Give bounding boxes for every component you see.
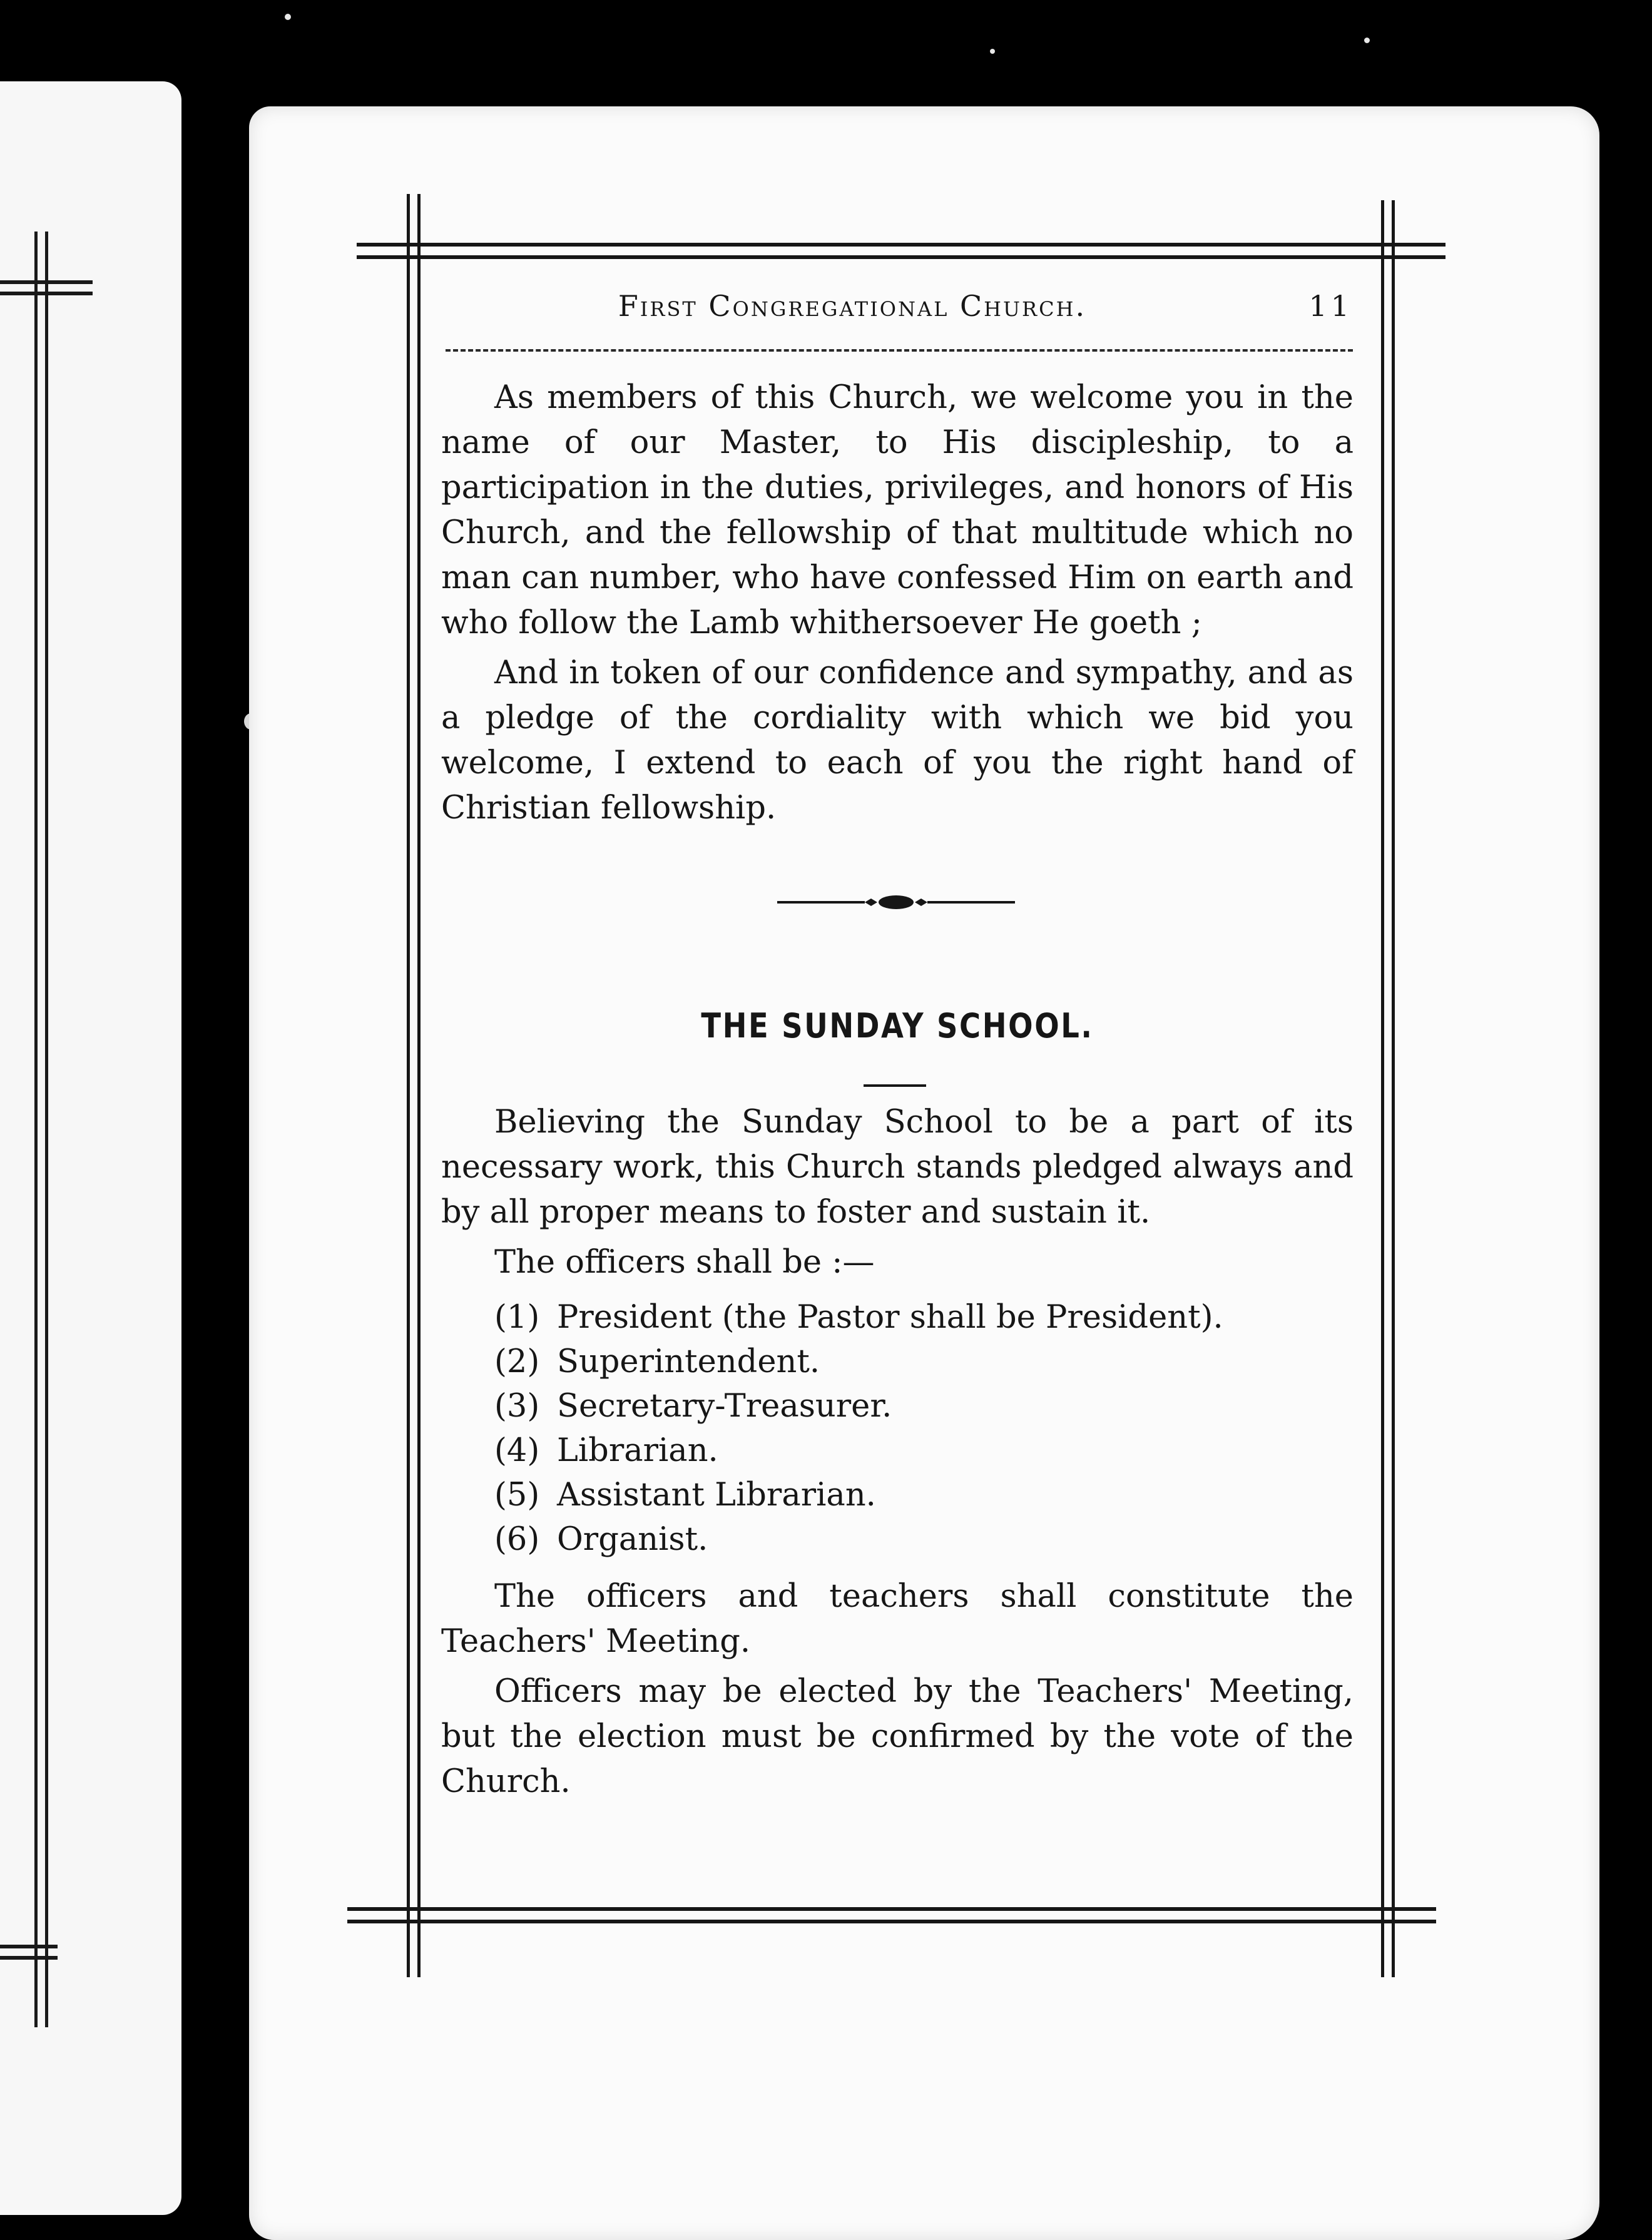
- dust-speck: [285, 14, 291, 20]
- list-number: (1): [494, 1299, 540, 1336]
- left-frame-rule: [407, 194, 410, 1977]
- right-frame-rule: [1392, 200, 1395, 1977]
- bottom-frame-rule: [347, 1907, 1436, 1911]
- list-item: [494, 1295, 1308, 1340]
- left-frame-rule: [417, 194, 421, 1977]
- list-item: [494, 1428, 1308, 1473]
- welcome-section: [441, 375, 1354, 836]
- list-item: [494, 1517, 1308, 1562]
- facing-page-rule: [0, 1956, 58, 1960]
- list-text: Librarian.: [557, 1432, 718, 1469]
- facing-page-rule: [34, 232, 38, 2027]
- facing-page-edge: [0, 81, 181, 2215]
- welcome-paragraph: As members of this Church, we welcome you in the name of our Master, to His discipleship, to a participation in the duties, privileges, and honors of His Church, and the fellowship of that multitude which no man can number, who have confessed Him on earth and who follow the Lamb whithersoever He goeth ;: [441, 379, 1354, 641]
- top-frame-rule: [357, 255, 1446, 259]
- list-text: Secretary-Treasurer.: [557, 1388, 892, 1425]
- officers-intro: The officers shall be :—: [494, 1244, 875, 1281]
- page-header: [446, 289, 1353, 333]
- running-head: First Congregational Church.: [618, 289, 1087, 323]
- sunday-school-paragraph: The officers and teachers shall constitute the Teachers' Meeting.: [441, 1578, 1354, 1660]
- right-frame-rule: [1381, 200, 1384, 1977]
- dust-speck: [1364, 38, 1370, 43]
- list-item: [494, 1384, 1308, 1428]
- list-number: (2): [494, 1343, 540, 1380]
- facing-page-rule: [0, 1945, 58, 1948]
- section-title: THE SUNDAY SCHOOL.: [701, 1006, 1094, 1046]
- list-text: Superintendent.: [557, 1343, 820, 1380]
- sunday-school-rules: [441, 1574, 1354, 1810]
- sunday-school-text: [441, 1100, 1354, 1290]
- page-number: 11: [1308, 289, 1353, 323]
- list-text: Organist.: [557, 1521, 708, 1558]
- officers-list: [494, 1295, 1308, 1562]
- ornament-divider-icon: [777, 887, 1015, 918]
- list-item: [494, 1340, 1308, 1384]
- list-number: (3): [494, 1388, 540, 1425]
- list-number: (6): [494, 1521, 540, 1558]
- list-number: (4): [494, 1432, 540, 1469]
- title-underline: [864, 1084, 926, 1087]
- list-item: [494, 1473, 1308, 1517]
- sunday-school-paragraph: Believing the Sunday School to be a part of its necessary work, this Church stands pledged always and by all proper means to foster and sustain it.: [441, 1104, 1354, 1231]
- list-text: President (the Pastor shall be President).: [557, 1299, 1223, 1336]
- top-frame-rule: [357, 243, 1446, 247]
- list-number: (5): [494, 1477, 540, 1514]
- header-divider: [446, 349, 1353, 352]
- welcome-paragraph: And in token of our confidence and sympathy, and as a pledge of the cordiality with which we bid you welcome, I extend to each of you the right hand of Christian fellowship.: [441, 654, 1354, 827]
- list-text: Assistant Librarian.: [557, 1477, 876, 1514]
- dust-speck: [990, 49, 995, 54]
- bottom-frame-rule: [347, 1920, 1436, 1923]
- sunday-school-paragraph: Officers may be elected by the Teachers' Meeting, but the election must be confirmed by the vote of the Church.: [441, 1673, 1354, 1800]
- facing-page-rule: [45, 232, 48, 2027]
